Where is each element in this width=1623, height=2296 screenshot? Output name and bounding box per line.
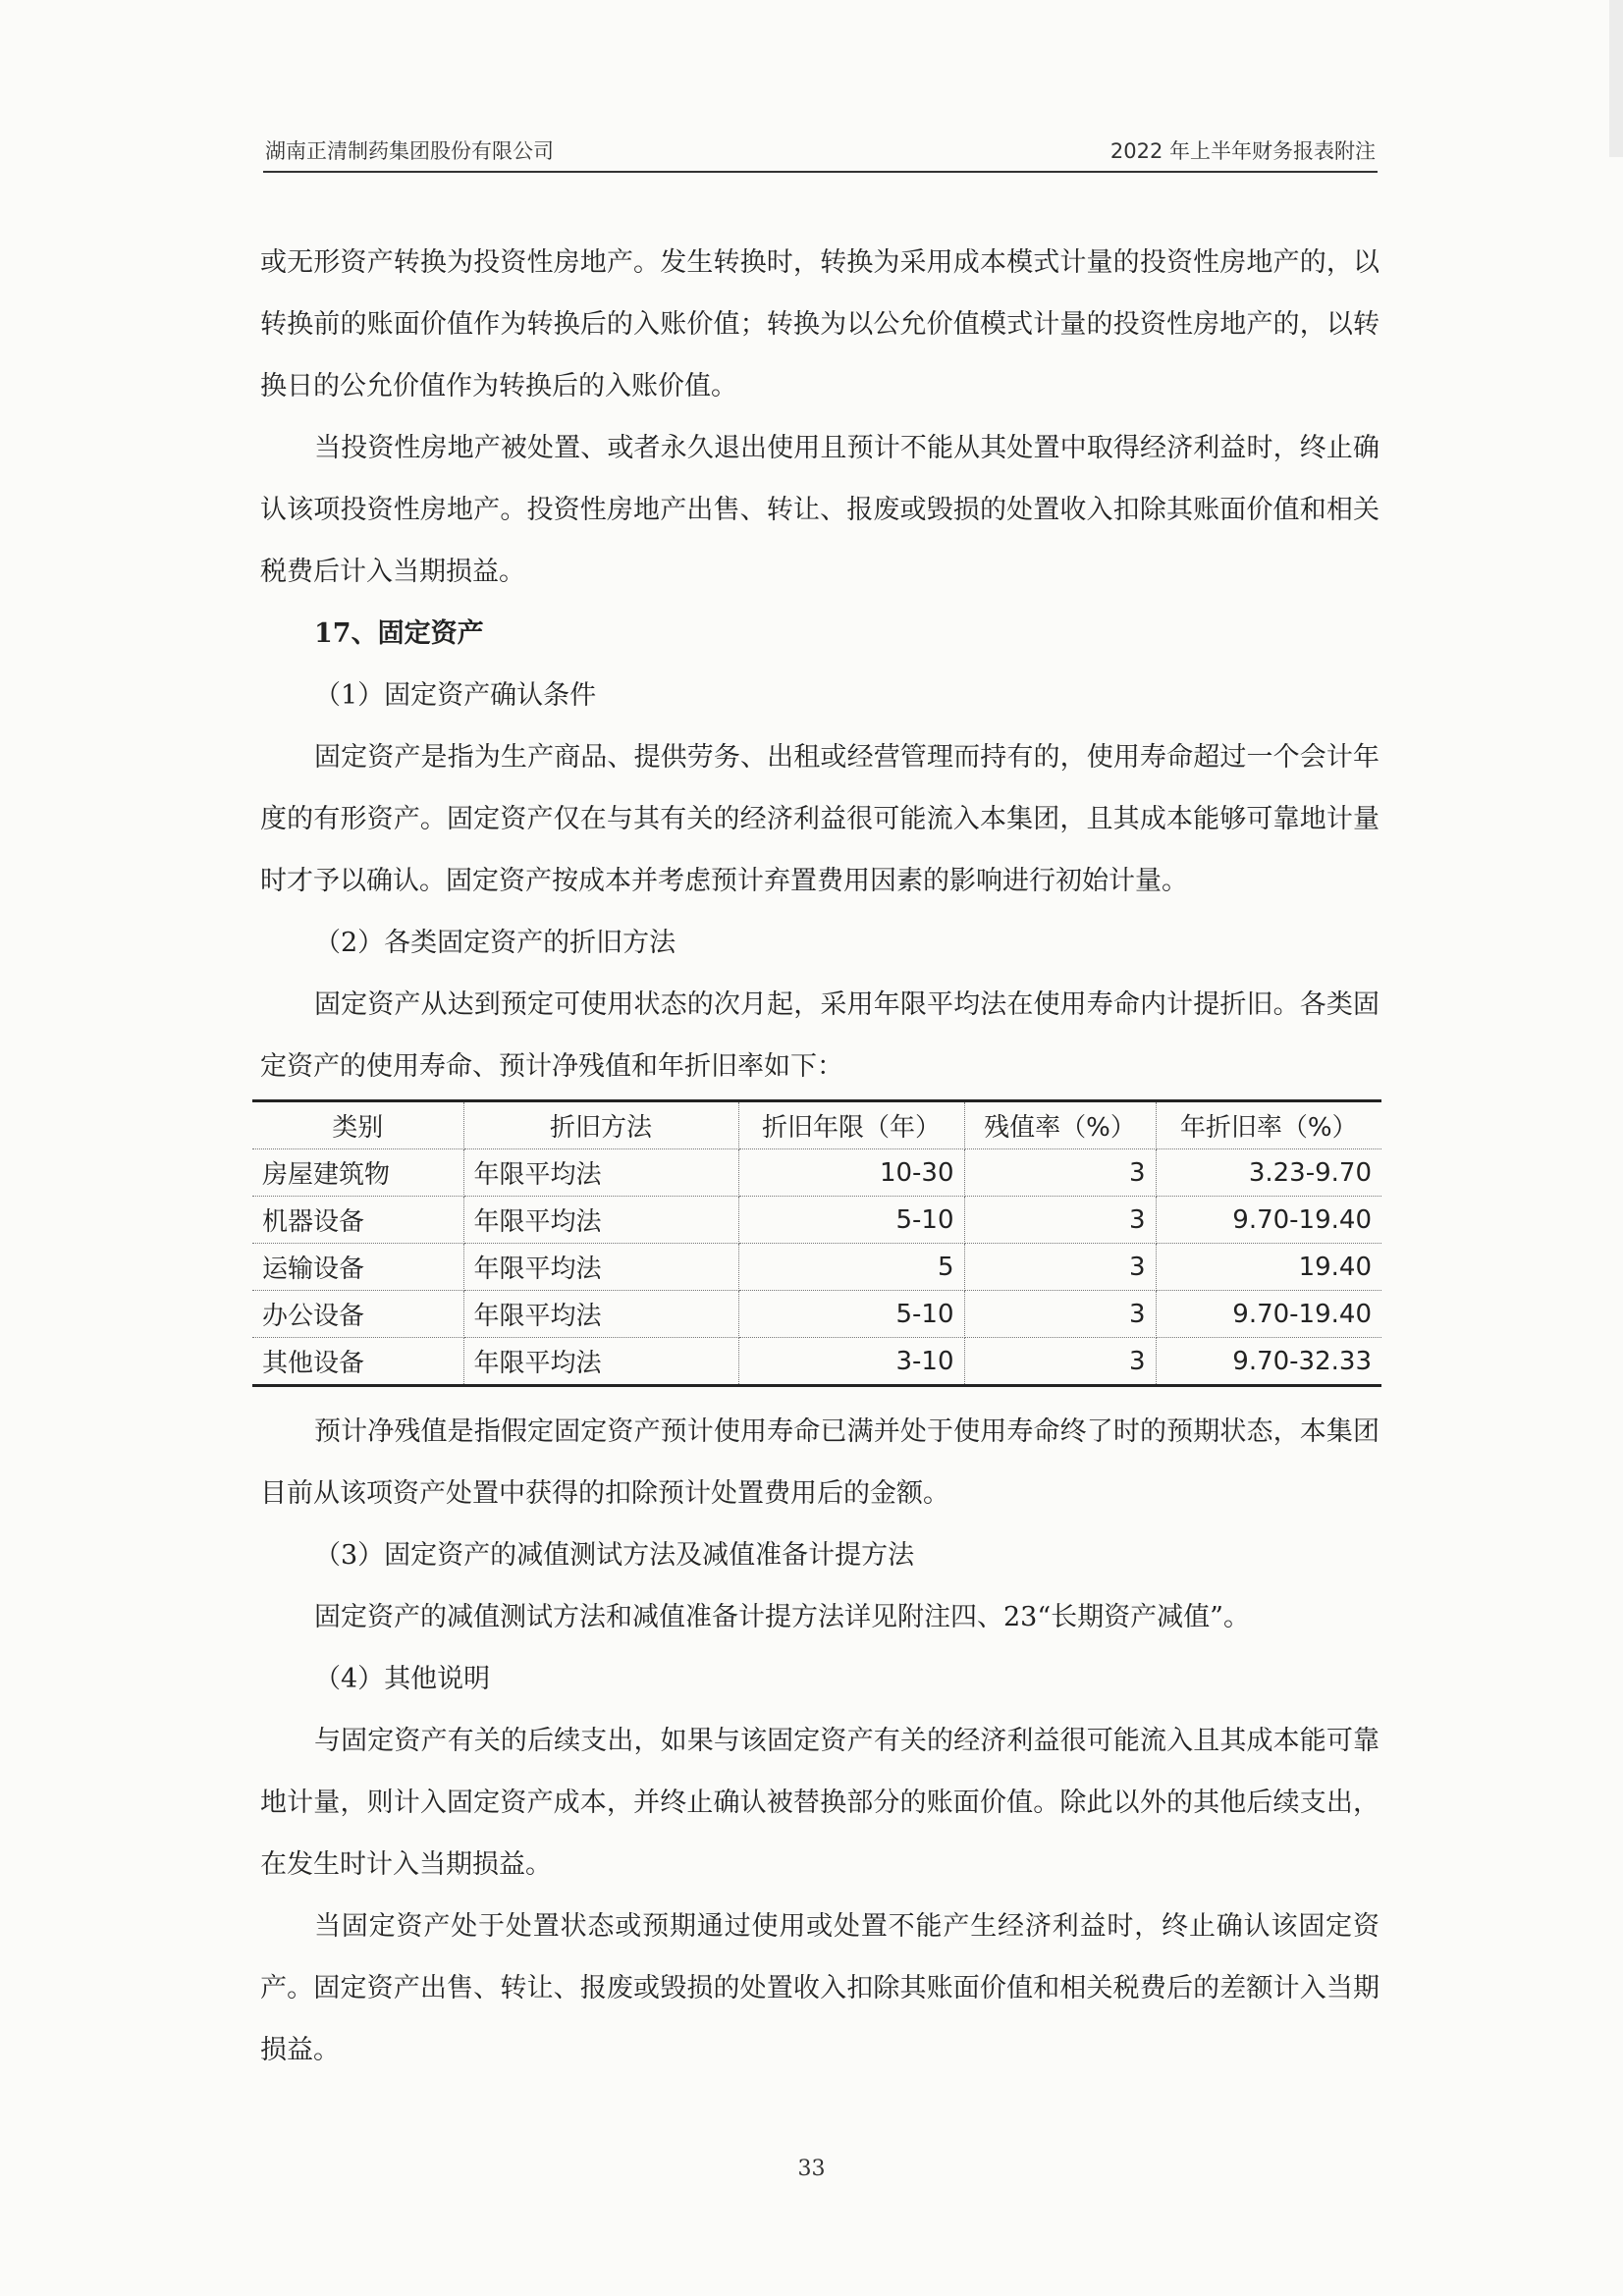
section-heading-fixed-assets: 17、固定资产 bbox=[314, 618, 484, 649]
table-row bbox=[252, 1244, 1381, 1291]
paragraph-investment-conversion: 或无形资产转换为投资性房地产。发生转换时，转换为采用成本模式计量的投资性房地产的，以转换前的账面价值作为转换后的入账价值；转换为以公允价值模式计量的投资性房地产的，以转换日的公允价值作为转换后的入账价值。 bbox=[260, 247, 1380, 401]
subheading-other: （4）其他说明 bbox=[314, 1664, 491, 1694]
cell-method: 年限平均法 bbox=[463, 1149, 738, 1197]
cell-annual-rate: 9.70-19.40 bbox=[1156, 1291, 1381, 1338]
page-header bbox=[263, 135, 1378, 173]
cell-category: 办公设备 bbox=[252, 1291, 463, 1338]
page-number: 33 bbox=[797, 2157, 826, 2181]
depreciation-table bbox=[252, 1099, 1381, 1387]
cell-useful-life: 10-30 bbox=[738, 1149, 964, 1197]
column-header-residual-rate: 残值率（%） bbox=[964, 1101, 1156, 1149]
column-header-category: 类别 bbox=[252, 1101, 463, 1149]
cell-method: 年限平均法 bbox=[463, 1197, 738, 1244]
table-header-row bbox=[252, 1101, 1381, 1149]
paragraph-residual-value: 预计净残值是指假定固定资产预计使用寿命已满并处于使用寿命终了时的预期状态，本集团目前从该项资产处置中获得的扣除预计处置费用后的金额。 bbox=[260, 1416, 1380, 1509]
paragraph-impairment: 固定资产的减值测试方法和减值准备计提方法详见附注四、23“长期资产减值”。 bbox=[314, 1602, 1250, 1632]
cell-useful-life: 5-10 bbox=[738, 1197, 964, 1244]
header-report-title: 2022 年上半年财务报表附注 bbox=[1109, 139, 1376, 163]
cell-residual-rate: 3 bbox=[964, 1338, 1156, 1386]
cell-residual-rate: 3 bbox=[964, 1149, 1156, 1197]
column-header-useful-life: 折旧年限（年） bbox=[738, 1101, 964, 1149]
cell-annual-rate: 3.23-9.70 bbox=[1156, 1149, 1381, 1197]
page-body bbox=[260, 232, 1380, 2081]
subheading-depreciation: （2）各类固定资产的折旧方法 bbox=[314, 928, 676, 958]
cell-annual-rate: 9.70-19.40 bbox=[1156, 1197, 1381, 1244]
cell-useful-life: 3-10 bbox=[738, 1338, 964, 1386]
paragraph-depreciation: 固定资产从达到预定可使用状态的次月起，采用年限平均法在使用寿命内计提折旧。各类固定资产的使用寿命、预计净残值和年折旧率如下： bbox=[260, 989, 1380, 1082]
cell-residual-rate: 3 bbox=[964, 1244, 1156, 1291]
cell-category: 房屋建筑物 bbox=[252, 1149, 463, 1197]
cell-category: 其他设备 bbox=[252, 1338, 463, 1386]
header-company: 湖南正清制药集团股份有限公司 bbox=[265, 139, 554, 163]
cell-method: 年限平均法 bbox=[463, 1291, 738, 1338]
cell-residual-rate: 3 bbox=[964, 1291, 1156, 1338]
cell-method: 年限平均法 bbox=[463, 1244, 738, 1291]
cell-category: 运输设备 bbox=[252, 1244, 463, 1291]
scan-edge-mark bbox=[1609, 0, 1623, 157]
cell-category: 机器设备 bbox=[252, 1197, 463, 1244]
cell-residual-rate: 3 bbox=[964, 1197, 1156, 1244]
column-header-method: 折旧方法 bbox=[463, 1101, 738, 1149]
paragraph-subsequent-expenditure: 与固定资产有关的后续支出，如果与该固定资产有关的经济利益很可能流入且其成本能可靠地计量，则计入固定资产成本，并终止确认被替换部分的账面价值。除此以外的其他后续支出，在发生时计入当期损益。 bbox=[260, 1726, 1380, 1880]
table-row bbox=[252, 1338, 1381, 1386]
table-row bbox=[252, 1197, 1381, 1244]
cell-useful-life: 5-10 bbox=[738, 1291, 964, 1338]
cell-method: 年限平均法 bbox=[463, 1338, 738, 1386]
table-row bbox=[252, 1291, 1381, 1338]
paragraph-investment-derecognition: 当投资性房地产被处置、或者永久退出使用且预计不能从其处置中取得经济利益时，终止确认该项投资性房地产。投资性房地产出售、转让、报废或毁损的处置收入扣除其账面价值和相关税费后计入当期损益。 bbox=[260, 433, 1380, 587]
paragraph-recognition: 固定资产是指为生产商品、提供劳务、出租或经营管理而持有的，使用寿命超过一个会计年度的有形资产。固定资产仅在与其有关的经济利益很可能流入本集团，且其成本能够可靠地计量时才予以确认。固定资产按成本并考虑预计弃置费用因素的影响进行初始计量。 bbox=[260, 742, 1380, 896]
subheading-recognition: （1）固定资产确认条件 bbox=[314, 680, 597, 711]
column-header-annual-rate: 年折旧率（%） bbox=[1156, 1101, 1381, 1149]
cell-annual-rate: 19.40 bbox=[1156, 1244, 1381, 1291]
subheading-impairment: （3）固定资产的减值测试方法及减值准备计提方法 bbox=[314, 1540, 915, 1571]
cell-annual-rate: 9.70-32.33 bbox=[1156, 1338, 1381, 1386]
paragraph-fixed-asset-derecognition: 当固定资产处于处置状态或预期通过使用或处置不能产生经济利益时，终止确认该固定资产。固定资产出售、转让、报废或毁损的处置收入扣除其账面价值和相关税费后的差额计入当期损益。 bbox=[260, 1911, 1380, 2065]
cell-useful-life: 5 bbox=[738, 1244, 964, 1291]
table-row bbox=[252, 1149, 1381, 1197]
